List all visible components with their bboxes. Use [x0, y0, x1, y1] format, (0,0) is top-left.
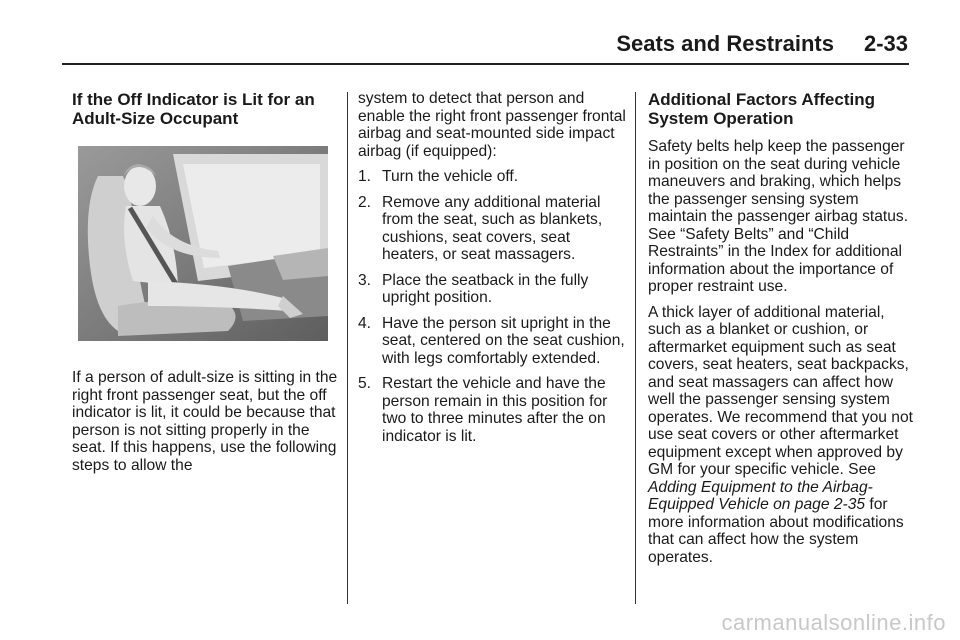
occupant-illustration: [78, 146, 328, 341]
column-3: [648, 90, 920, 574]
header-title: [616, 31, 908, 57]
column-divider-2: [635, 92, 636, 604]
section-heading-additional-factors: Additional Factors Affecting System Operation: [648, 90, 875, 128]
list-item: 5. Restart the vehicle and have the person remain in this position for two to three minutes after the on indicator is lit.: [358, 375, 608, 445]
column-divider-1: [347, 92, 348, 604]
paragraph-adult-occupant: If a person of adult-size is sitting in the right front passenger seat, but the off indicator is lit, it could be because that person is not sitting properly in the seat. If this happens, use the following steps to allow the: [72, 369, 338, 474]
list-item: 2. Remove any additional material from the seat, such as blankets, cushions, seat covers, seat heaters, or seat massagers.: [358, 193, 603, 263]
paragraph-safety-belts: Safety belts help keep the passenger in position on the seat during vehicle maneuvers and braking, which helps the passenger sensing system maintain the passenger airbag status. See “Safety Belts” and “Child Restraints” in the Index for additional information about the importance of proper restraint use.: [648, 138, 909, 295]
column-2: [358, 90, 626, 453]
page-header: [0, 0, 960, 70]
section-heading-off-indicator: If the Off Indicator is Lit for an Adult-Size Occupant: [72, 90, 315, 128]
list-item: 3. Place the seatback in the fully upright position.: [358, 271, 589, 306]
column-1: [72, 90, 338, 482]
page-number: 2-33: [863, 31, 908, 56]
header-rule: [62, 63, 909, 65]
paragraph-continuation: system to detect that person and enable the right front passenger frontal airbag and seat-mounted side impact airbag (if equipped):: [358, 90, 626, 160]
cross-reference-link[interactable]: Adding Equipment to the Airbag-Equipped Vehicle on page 2-35: [648, 478, 873, 513]
steps-list: [358, 168, 626, 445]
watermark: carmanualsonline.info: [721, 610, 946, 635]
list-item: 1. Turn the vehicle off.: [358, 168, 519, 185]
paragraph-additional-material: A thick layer of additional material, such as a blanket or cushion, or aftermarket equipment such as seat covers, seat heaters, seat backpacks, and seat massagers can affect how well the passenger sensing system operates. We recommend that you not use seat covers or other aftermarket equipment except when approved by GM for your specific vehicle. See Adding Equipment to the Airbag-Equipped Vehicle on page 2-35 for more information about modifications that can affect how the system operates.: [648, 303, 913, 566]
list-item: 4. Have the person sit upright in the seat, centered on the seat cushion, with legs comfortably extended.: [358, 314, 625, 367]
section-title: Seats and Restraints: [616, 31, 834, 56]
